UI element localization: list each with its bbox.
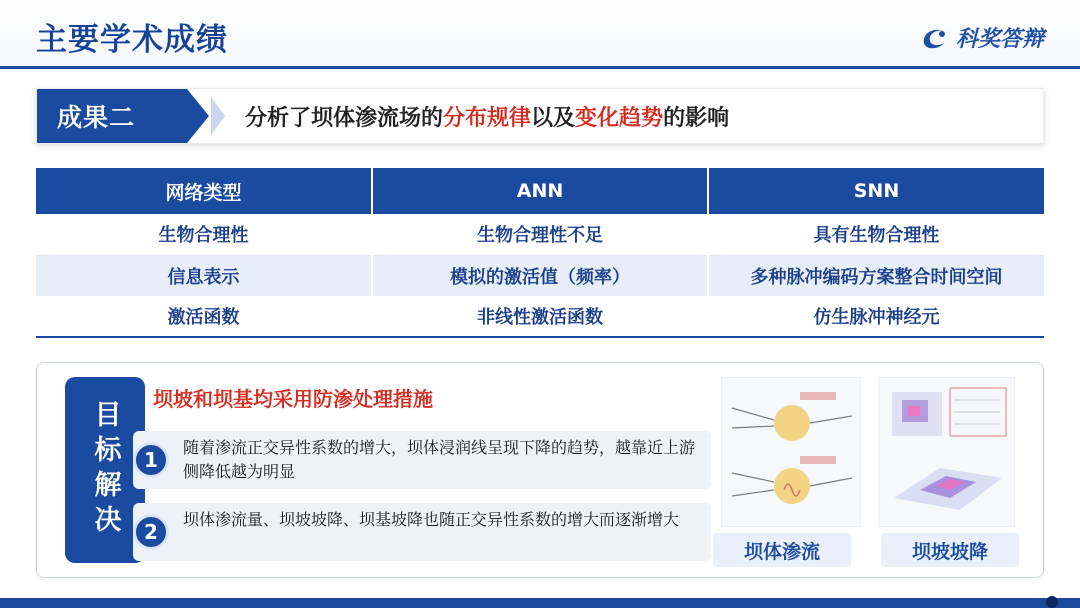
footer-bar bbox=[0, 598, 1080, 608]
table-row bbox=[36, 214, 1044, 255]
header-divider bbox=[0, 66, 1080, 69]
banner-arrow-light bbox=[211, 97, 225, 135]
banner-arrow bbox=[187, 89, 209, 143]
goal-panel bbox=[36, 362, 1044, 578]
table-header-cell: ANN bbox=[372, 168, 708, 214]
item-text: 坝体渗流量、坝坡坡降、坝基坡降也随正交异性系数的增大而逐渐增大 bbox=[183, 510, 680, 529]
table-cell: 模拟的激活值（频率） bbox=[372, 255, 708, 296]
list-item bbox=[133, 503, 711, 561]
plot-figure bbox=[879, 377, 1015, 527]
item-number-badge: 2 bbox=[133, 514, 169, 550]
table-cell: 非线性激活函数 bbox=[372, 296, 708, 337]
goal-label: 目标解决 bbox=[65, 377, 145, 563]
goal-heading: 坝坡和坝基均采用防渗处理措施 bbox=[153, 387, 433, 411]
table-cell: 具有生物合理性 bbox=[708, 214, 1044, 255]
table-cell: 信息表示 bbox=[36, 255, 372, 296]
table-cell: 生物合理性 bbox=[36, 214, 372, 255]
item-text: 随着渗流正交异性系数的增大，坝体浸润线呈现下降的趋势，越靠近上游侧降低越为明显 bbox=[183, 438, 696, 481]
footer-dot bbox=[1046, 596, 1058, 608]
plot-graphic bbox=[880, 378, 1016, 528]
banner-highlight-2: 变化趋势 bbox=[575, 106, 664, 131]
achievement-banner bbox=[36, 88, 1044, 144]
banner-text-part3: 的影响 bbox=[663, 106, 730, 131]
brand bbox=[920, 22, 1044, 53]
table-cell: 多种脉冲编码方案整合时间空间 bbox=[708, 255, 1044, 296]
brand-name: 科奖答辩 bbox=[955, 27, 1044, 52]
page-title: 主要学术成绩 bbox=[36, 22, 228, 58]
list-item bbox=[133, 431, 711, 489]
table-row bbox=[36, 255, 1044, 296]
figure-caption-slope: 坝坡坡降 bbox=[881, 533, 1019, 567]
item-number-badge: 1 bbox=[133, 442, 169, 478]
swirl-logo-icon bbox=[920, 25, 950, 51]
achievement-tag: 成果二 bbox=[37, 89, 187, 143]
table-cell: 仿生脉冲神经元 bbox=[708, 296, 1044, 337]
banner-highlight-1: 分布规律 bbox=[443, 106, 532, 131]
achievement-title bbox=[245, 101, 729, 132]
neuron-diagram-figure bbox=[721, 377, 861, 527]
banner-text-part2: 以及 bbox=[531, 106, 576, 131]
table-cell: 激活函数 bbox=[36, 296, 372, 337]
neuron-diagram-graphic bbox=[722, 378, 862, 528]
table-header-cell: SNN bbox=[708, 168, 1044, 214]
table-row bbox=[36, 296, 1044, 337]
table-header-cell: 网络类型 bbox=[36, 168, 372, 214]
comparison-table bbox=[36, 168, 1044, 338]
banner-text-part1: 分析了坝体渗流场的 bbox=[245, 106, 444, 131]
table-cell: 生物合理性不足 bbox=[372, 214, 708, 255]
table-header-row bbox=[36, 168, 1044, 214]
figure-caption-seepage: 坝体渗流 bbox=[713, 533, 851, 567]
header bbox=[0, 0, 1080, 72]
